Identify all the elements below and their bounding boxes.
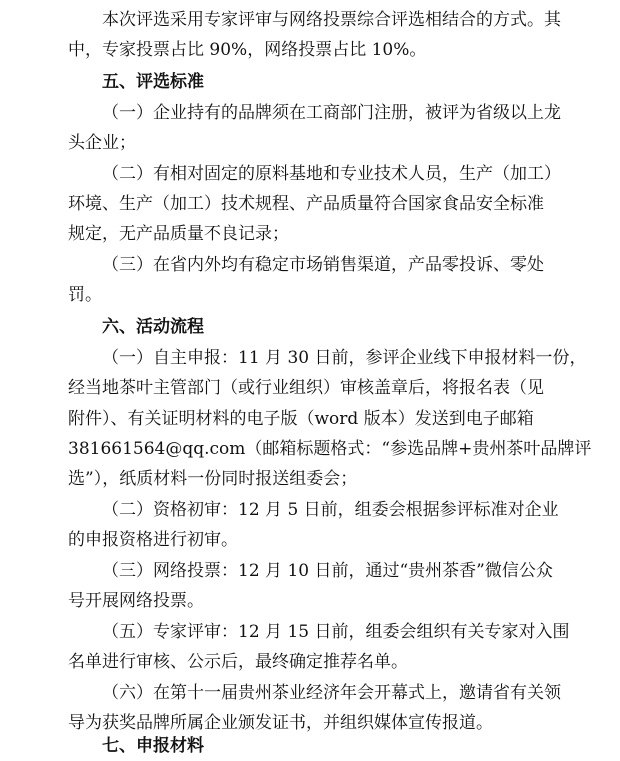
paragraph-line: 头企业； — [68, 133, 136, 153]
paragraph-line: （五）专家评审：12 月 15 日前，组委会组织有关专家对入围 — [102, 622, 570, 642]
paragraph-line: 中，专家投票占比 90%，网络投票占比 10%。 — [68, 40, 427, 60]
paragraph-line: 导为获奖品牌所属企业颁发证书，并组织媒体宣传报道。 — [68, 713, 493, 733]
paragraph-line: 规定，无产品质量不良记录； — [68, 224, 289, 244]
section-heading-5: 五、评选标准 — [102, 72, 204, 92]
paragraph-line: （一）自主申报：11 月 30 日前，参评企业线下申报材料一份， — [102, 348, 587, 368]
paragraph-line: （二）有相对固定的原料基地和专业技术人员，生产（加工） — [102, 164, 561, 184]
paragraph-line: 本次评选采用专家评审与网络投票综合评选相结合的方式。其 — [102, 10, 561, 30]
paragraph-line: 的申报资格进行初审。 — [68, 530, 238, 550]
section-heading-6: 六、活动流程 — [102, 317, 204, 337]
paragraph-line: （三）在省内外均有稳定市场销售渠道，产品零投诉、零处 — [102, 255, 544, 275]
paragraph-line: 选”），纸质材料一份同时报送组委会； — [68, 469, 358, 489]
paragraph-line: 名单进行审核、公示后，最终确定推荐名单。 — [68, 652, 408, 672]
paragraph-line: （一）企业持有的品牌须在工商部门注册，被评为省级以上龙 — [102, 103, 561, 123]
paragraph-line: 经当地茶叶主管部门（或行业组织）审核盖章后，将报名表（见 — [68, 378, 544, 398]
paragraph-line: （六）在第十一届贵州茶业经济年会开幕式上，邀请省有关领 — [102, 683, 561, 703]
paragraph-line: 附件）、有关证明材料的电子版（word 版本）发送到电子邮箱 — [68, 409, 534, 429]
paragraph-line: （二）资格初审：12 月 5 日前，组委会根据参评标准对企业 — [102, 500, 559, 520]
paragraph-line: 号开展网络投票。 — [68, 591, 204, 611]
paragraph-line: 环境、生产（加工）技术规程、产品质量符合国家食品安全标准 — [68, 194, 544, 214]
paragraph-line: （三）网络投票：12 月 10 日前，通过“贵州茶香”微信公众 — [102, 561, 553, 581]
section-heading-7: 七、申报材料 — [102, 736, 204, 756]
paragraph-line: 罚。 — [68, 285, 102, 305]
paragraph-line: 381661564@qq.com（邮箱标题格式：“参选品牌+贵州茶叶品牌评 — [68, 439, 592, 459]
